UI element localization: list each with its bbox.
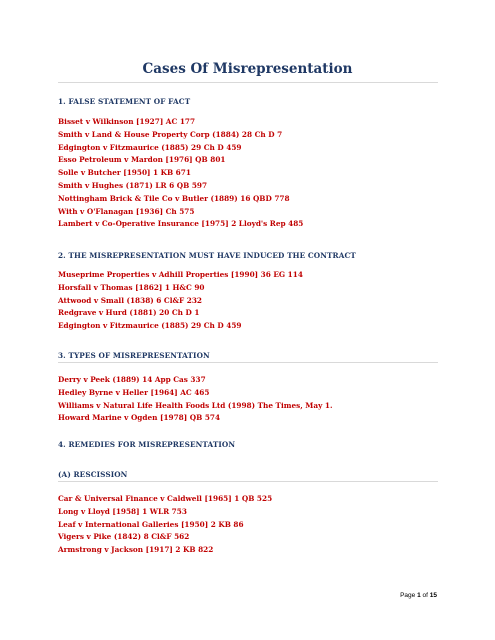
case-list [58, 116, 438, 231]
case-item: Nottingham Brick & Tile Co v Butler (1889) 16 QBD 778 [58, 193, 290, 203]
case-item: Edgington v Fitzmaurice (1885) 29 Ch D 459 [58, 321, 242, 331]
case-item: Museprime Properties v Adhill Properties [1990] 36 EG 114 [58, 270, 303, 279]
case-item: Williams v Natural Life Health Foods Ltd (1998) The Times, May 1. [58, 400, 333, 410]
case-item: Leaf v International Galleries [1950] 2 KB 86 [58, 519, 244, 529]
document-title: Cases Of Misrepresentation [142, 61, 353, 77]
case-item: Armstrong v Jackson [1917] 2 KB 822 [58, 545, 214, 555]
case-item: Smith v Hughes (1871) LR 6 QB 597 [58, 180, 208, 190]
section-types [58, 350, 438, 425]
case-item: Smith v Land & House Property Corp (1884) 28 Ch D 7 [58, 129, 283, 139]
section-heading: 1. FALSE STATEMENT OF FACT [58, 97, 191, 106]
case-item: Esso Petroleum v Mardon [1976] QB 801 [58, 155, 226, 165]
case-item: Car & Universal Finance v Caldwell [1965] 1 QB 525 [58, 494, 273, 503]
section-heading: 4. REMEDIES FOR MISREPRESENTATION [58, 440, 236, 449]
title-divider [58, 82, 438, 83]
section-heading: (A) RESCISSION [58, 469, 438, 482]
section-rescission [58, 469, 438, 557]
case-item: Attwood v Small (1838) 6 Cl&F 232 [58, 295, 203, 305]
case-list [58, 493, 438, 557]
case-item: Lambert v Co-Operative Insurance [1975] 2 Lloyd's Rep 485 [58, 219, 304, 229]
case-list [58, 269, 438, 333]
section-remedies [58, 439, 438, 450]
case-item: Bisset v Wilkinson [1927] AC 177 [58, 117, 196, 126]
page-number-footer [400, 592, 437, 599]
case-item: With v O'Flanagan [1936] Ch 575 [58, 206, 195, 216]
case-item: Vigers v Pike (1842) 8 Cl&F 562 [58, 532, 190, 542]
section-inducement [58, 250, 438, 333]
case-list [58, 374, 438, 425]
case-item: Horsfall v Thomas [1862] 1 H&C 90 [58, 282, 205, 292]
case-item: Redgrave v Hurd (1881) 20 Ch D 1 [58, 308, 200, 318]
case-item: Howard Marine v Ogden [1978] QB 574 [58, 413, 221, 423]
total-pages: 15 [429, 592, 437, 599]
case-item: Edgington v Fitzmaurice (1885) 29 Ch D 459 [58, 142, 242, 152]
of-word: of [422, 592, 428, 599]
section-heading: 2. THE MISREPRESENTATION MUST HAVE INDUCED THE CONTRACT [58, 251, 356, 260]
case-item: Long v Lloyd [1958] 1 WLR 753 [58, 506, 187, 516]
section-false-statement [58, 96, 438, 231]
current-page: 1 [417, 592, 421, 599]
case-item: Hedley Byrne v Heller [1964] AC 465 [58, 387, 210, 397]
page-word: Page [400, 592, 416, 599]
section-heading: 3. TYPES OF MISREPRESENTATION [58, 350, 438, 363]
case-item: Solle v Butcher [1950] 1 KB 671 [58, 168, 191, 178]
case-item: Derry v Peek (1889) 14 App Cas 337 [58, 375, 206, 384]
